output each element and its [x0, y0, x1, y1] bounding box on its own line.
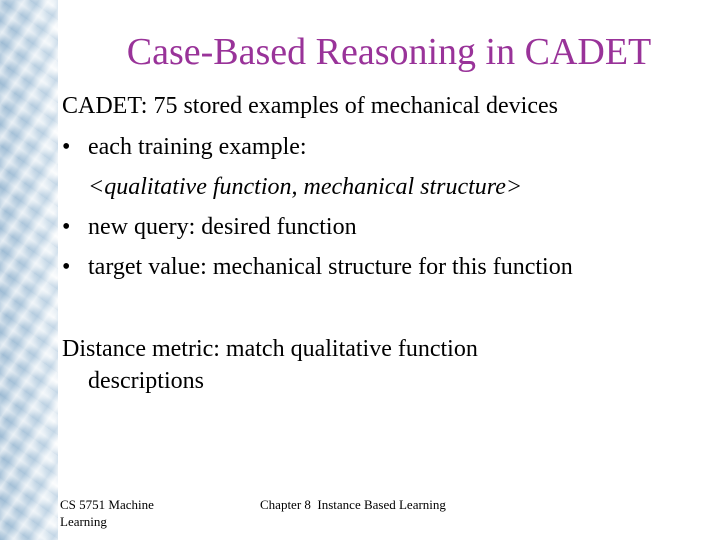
decorative-side-texture [0, 0, 58, 540]
bullet-text: each training example: [88, 134, 307, 160]
footer-course-line1: CS 5751 Machine [60, 497, 154, 512]
bullet-text: new query: desired function [88, 214, 357, 240]
example-format-text: <qualitative function, mechanical structure> [88, 174, 523, 200]
bullet-glyph: • [62, 134, 71, 160]
slide-title: Case-Based Reasoning in CADET [126, 31, 652, 73]
bullet-glyph: • [62, 254, 71, 280]
intro-line: CADET: 75 stored examples of mechanical devices [62, 93, 558, 119]
bullet-glyph: • [62, 214, 71, 240]
footer-course [60, 496, 154, 530]
bullet-text: target value: mechanical structure for this function [88, 254, 573, 280]
distance-metric-text: descriptions [88, 368, 204, 394]
distance-metric-line: Distance metric: match qualitative function [62, 336, 478, 362]
footer-course-line2: Learning [60, 514, 107, 529]
footer-chapter: Chapter 8 Instance Based Learning [260, 497, 446, 512]
